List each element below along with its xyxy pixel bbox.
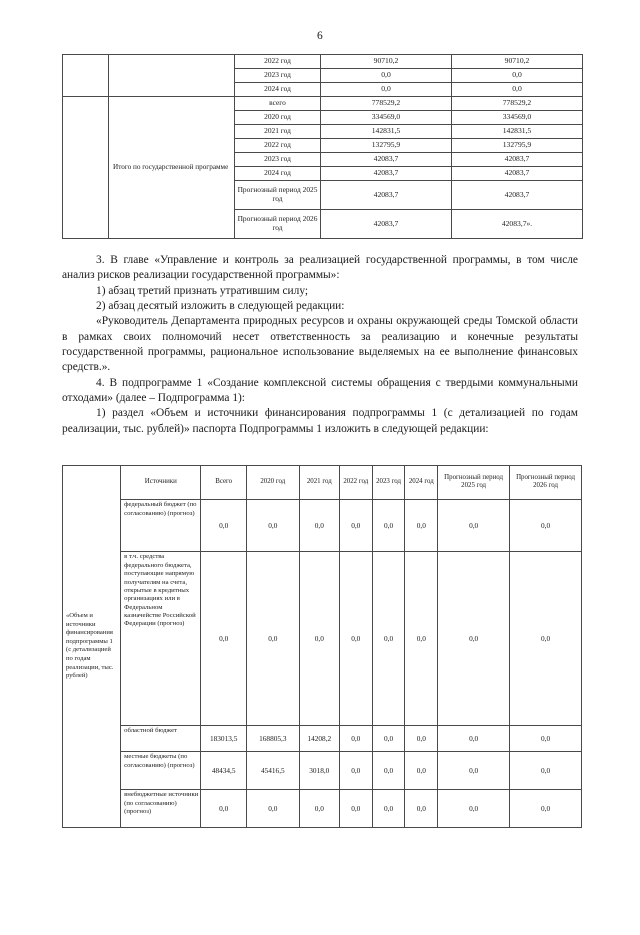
table-row [63,55,583,69]
cell-source-name: местные бюджеты (по согласованию) (прогноз) [121,751,201,789]
cell-value: 0,0 [372,789,405,827]
cell-value: 0,0 [510,751,582,789]
cell-blank-left [63,55,109,97]
cell-value-2: 90710,2 [452,55,583,69]
col-header-total: Всего [201,465,246,499]
cell-value: 14208,2 [299,725,339,751]
cell-value: 0,0 [339,499,372,551]
cell-source-name: областной бюджет [121,725,201,751]
cell-value-1: 142831,5 [321,125,452,139]
cell-source-name: внебюджетные источники (по согласованию) (прогноз) [121,789,201,827]
cell-value: 0,0 [510,789,582,827]
table-two-body [63,465,582,827]
cell-value: 0,0 [405,551,438,725]
paragraph-4-1: 1) раздел «Объем и источники финансирования подпрограммы 1 (с детализацией по годам реализации, тыс. рублей)» паспорта Подпрограммы 1 изложить в следующей редакции: [62,407,578,435]
cell-value: 0,0 [438,551,510,725]
page-number: 6 [317,30,323,42]
cell-value-2: 334569,0 [452,111,583,125]
cell-year: 2022 год [235,55,321,69]
cell-value: 0,0 [339,789,372,827]
table-row [63,751,582,789]
cell-value: 0,0 [510,551,582,725]
cell-value-1: 0,0 [321,69,452,83]
cell-year: 2023 год [235,153,321,167]
table-row [63,551,582,725]
subprogram-funding-table [62,465,582,828]
cell-year: 2022 год [235,139,321,153]
paragraph-3-2: 2) абзац десятый изложить в следующей редакции: [96,299,345,312]
cell-value: 3018,0 [299,751,339,789]
cell-value-2: 42083,7 [452,181,583,210]
cell-value: 0,0 [405,499,438,551]
cell-blank-left [63,97,109,239]
cell-value: 0,0 [246,789,299,827]
cell-value: 0,0 [201,499,246,551]
cell-section-title: «Объем и источники финансирования подпрограммы 1 (с детализацией по годам реализации, тыс. рублей) [63,465,121,827]
col-header-forecast-2026: Прогнозный период 2026 год [510,465,582,499]
cell-value-2: 42083,7». [452,210,583,239]
cell-value: 0,0 [201,789,246,827]
paragraph-4: 4. В подпрограмме 1 «Создание комплексной системы обращения с твердыми коммунальными отходами» (далее – Подпрограмма 1): [62,376,578,404]
col-header-2023: 2023 год [372,465,405,499]
cell-value: 0,0 [510,725,582,751]
col-header-2020: 2020 год [246,465,299,499]
cell-value: 0,0 [372,499,405,551]
cell-value: 0,0 [299,789,339,827]
cell-value: 183013,5 [201,725,246,751]
cell-value: 0,0 [405,789,438,827]
cell-value-2: 42083,7 [452,167,583,181]
cell-value: 0,0 [201,551,246,725]
funding-summary-table [62,54,583,239]
cell-group-label: Итого по государственной программе [109,97,235,239]
table-row [63,789,582,827]
cell-value: 0,0 [510,499,582,551]
cell-value: 0,0 [372,725,405,751]
paragraph-3-quote: «Руководитель Департамента природных ресурсов и охраны окружающей среды Томской области в рамках своих полномочий несет ответственность за реализацию и конечные результаты государственной программы, рациональное использование выделяемых на ее выполнение финансовых средств.». [62,315,578,374]
cell-value-1: 42083,7 [321,210,452,239]
cell-year: Прогнозный период 2025 год [235,181,321,210]
cell-value: 0,0 [405,725,438,751]
table-row [63,725,582,751]
cell-value: 0,0 [438,499,510,551]
cell-value-2: 0,0 [452,83,583,97]
col-header-2024: 2024 год [405,465,438,499]
cell-value-2: 42083,7 [452,153,583,167]
cell-source-name: в т.ч. средства федерального бюджета, поступающие напрямую получателям на счета, открытые в кредитных организациях или в Федеральном казначействе Российской Федерации (прогноз) [121,551,201,725]
paragraph-3: 3. В главе «Управление и контроль за реализацией государственной программы, в том числе анализ рисков реализации государственной программы»: [62,254,578,282]
cell-source-name: федеральный бюджет (по согласованию) (прогноз) [121,499,201,551]
cell-value-2: 778529,2 [452,97,583,111]
cell-value-2: 132795,9 [452,139,583,153]
cell-value: 0,0 [438,751,510,789]
cell-value: 0,0 [339,725,372,751]
cell-value: 0,0 [372,551,405,725]
cell-value: 0,0 [438,789,510,827]
body-text-block [62,253,578,437]
cell-year: всего [235,97,321,111]
cell-value: 48434,5 [201,751,246,789]
cell-year: Прогнозный период 2026 год [235,210,321,239]
cell-value: 0,0 [246,551,299,725]
cell-year: 2024 год [235,83,321,97]
paragraph-3-1: 1) абзац третий признать утратившим силу; [96,284,309,297]
cell-value: 168805,3 [246,725,299,751]
cell-value-1: 42083,7 [321,181,452,210]
cell-value: 0,0 [405,751,438,789]
cell-year: 2024 год [235,167,321,181]
col-header-forecast-2025: Прогнозный период 2025 год [438,465,510,499]
cell-value-1: 90710,2 [321,55,452,69]
col-header-2021: 2021 год [299,465,339,499]
cell-value-1: 132795,9 [321,139,452,153]
cell-value-1: 778529,2 [321,97,452,111]
cell-value-1: 0,0 [321,83,452,97]
table-row [63,97,583,111]
cell-year: 2020 год [235,111,321,125]
cell-year: 2023 год [235,69,321,83]
table-one-body [63,55,583,239]
table-row [63,499,582,551]
cell-value: 0,0 [299,551,339,725]
cell-value-1: 42083,7 [321,153,452,167]
cell-value: 0,0 [246,499,299,551]
cell-value-1: 42083,7 [321,167,452,181]
spacer [0,437,640,451]
cell-value-2: 0,0 [452,69,583,83]
cell-value-2: 142831,5 [452,125,583,139]
col-header-sources: Источники [121,465,201,499]
cell-value: 0,0 [339,751,372,789]
cell-value: 45416,5 [246,751,299,789]
cell-year: 2021 год [235,125,321,139]
table-header-row [63,465,582,499]
cell-value: 0,0 [438,725,510,751]
col-header-2022: 2022 год [339,465,372,499]
document-page [0,30,640,935]
cell-value: 0,0 [339,551,372,725]
cell-value-1: 334569,0 [321,111,452,125]
cell-value: 0,0 [299,499,339,551]
cell-blank-label [109,55,235,97]
cell-value: 0,0 [372,751,405,789]
